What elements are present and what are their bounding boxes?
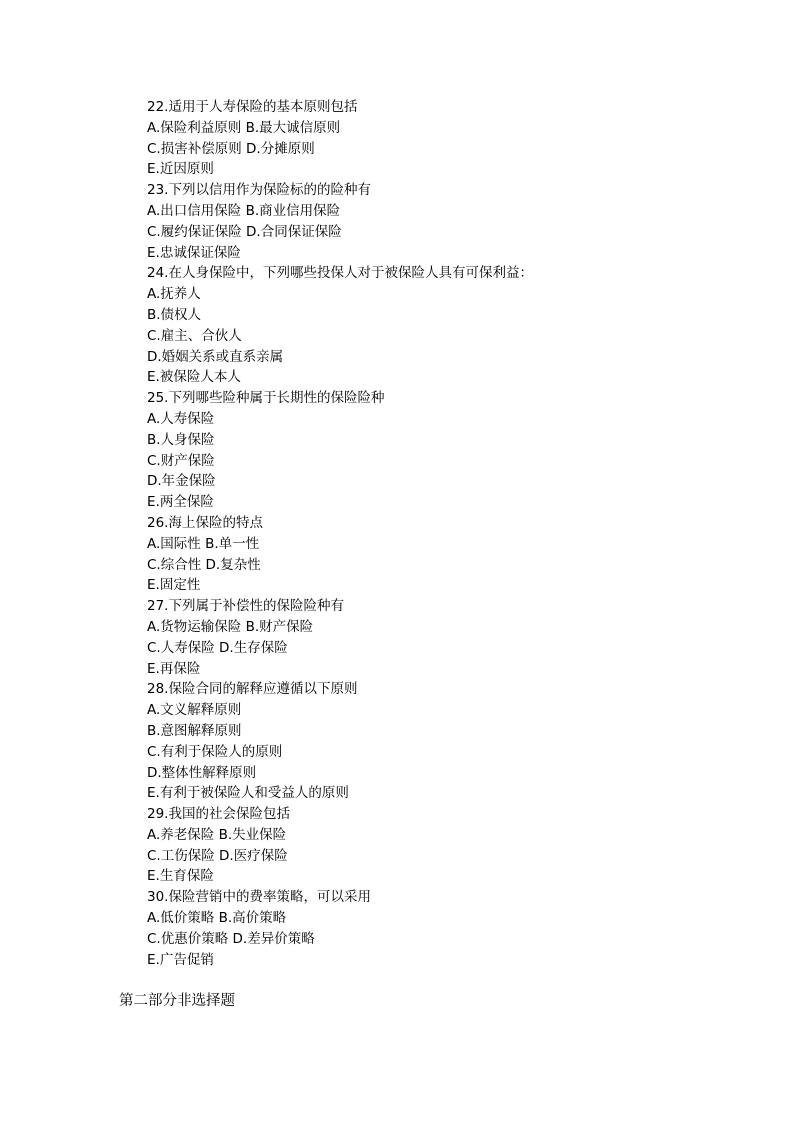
answer-option-line: A.国际性 B.单一性 [147,535,260,552]
answer-option-line: A.出口信用保险 B.商业信用保险 [147,202,341,219]
question-stem: 23.下列以信用作为保险标的的险种有 [147,182,371,199]
question-stem: 27.下列属于补偿性的保险险种有 [147,598,344,615]
answer-option-line: C.履约保证保险 D.合同保证保险 [147,223,342,240]
answer-option-line: B.债权人 [147,306,202,323]
answer-option-line: E.再保险 [147,660,201,677]
answer-option-line: D.年金保险 [147,473,216,490]
answer-option-line: A.抚养人 [147,286,201,303]
question-block [147,263,767,388]
answer-option-line: A.货物运输保险 B.财产保险 [147,618,314,635]
question-stem: 24.在人身保险中，下列哪些投保人对于被保险人具有可保利益： [147,265,533,282]
question-stem: 29.我国的社会保险包括 [147,806,290,823]
section-heading: 第二部分非选择题 [119,993,235,1009]
answer-option-line: C.综合性 D.复杂性 [147,556,261,573]
answer-option-line: E.被保险人本人 [147,369,241,386]
answer-option-line: A.养老保险 B.失业保险 [147,826,287,843]
question-block [147,388,767,513]
answer-option-line: E.有利于被保险人和受益人的原则 [147,785,349,802]
answer-option-line: A.文义解释原则 [147,702,242,719]
question-list [147,97,767,970]
answer-option-line: E.忠诚保证保险 [147,244,241,261]
question-stem: 25.下列哪些险种属于长期性的保险险种 [147,390,385,407]
answer-option-line: B.人身保险 [147,431,215,448]
question-stem: 26.海上保险的特点 [147,514,263,531]
answer-option-line: B.意图解释原则 [147,722,242,739]
answer-option-line: A.低价策略 B.高价策略 [147,910,287,927]
answer-option-line: E.生育保险 [147,868,214,885]
answer-option-line: C.人寿保险 D.生存保险 [147,639,288,656]
question-block [147,97,767,180]
answer-option-line: D.婚姻关系或直系亲属 [147,348,284,365]
answer-option-line: C.损害补偿原则 D.分摊原则 [147,140,315,157]
answer-option-line: A.保险利益原则 B.最大诚信原则 [147,119,341,136]
question-block [147,513,767,596]
answer-option-line: C.财产保险 [147,452,215,469]
question-stem: 28.保险合同的解释应遵循以下原则 [147,681,358,698]
answer-option-line: C.雇主、合伙人 [147,327,242,344]
question-block [147,679,767,804]
answer-option-line: E.广告促销 [147,951,214,968]
answer-option-line: A.人寿保险 [147,410,215,427]
question-block [147,804,767,887]
question-stem: 22.适用于人寿保险的基本原则包括 [147,99,358,115]
answer-option-line: E.固定性 [147,577,201,594]
question-block [147,596,767,679]
answer-option-line: C.工伤保险 D.医疗保险 [147,847,288,864]
answer-option-line: C.优惠价策略 D.差异价策略 [147,930,315,947]
answer-option-line: E.近因原则 [147,161,214,178]
answer-option-line: D.整体性解释原则 [147,764,257,781]
question-stem: 30.保险营销中的费率策略，可以采用 [147,889,371,906]
answer-option-line: E.两全保险 [147,494,214,511]
answer-option-line: C.有利于保险人的原则 [147,743,283,760]
question-block [147,887,767,970]
question-block [147,180,767,263]
